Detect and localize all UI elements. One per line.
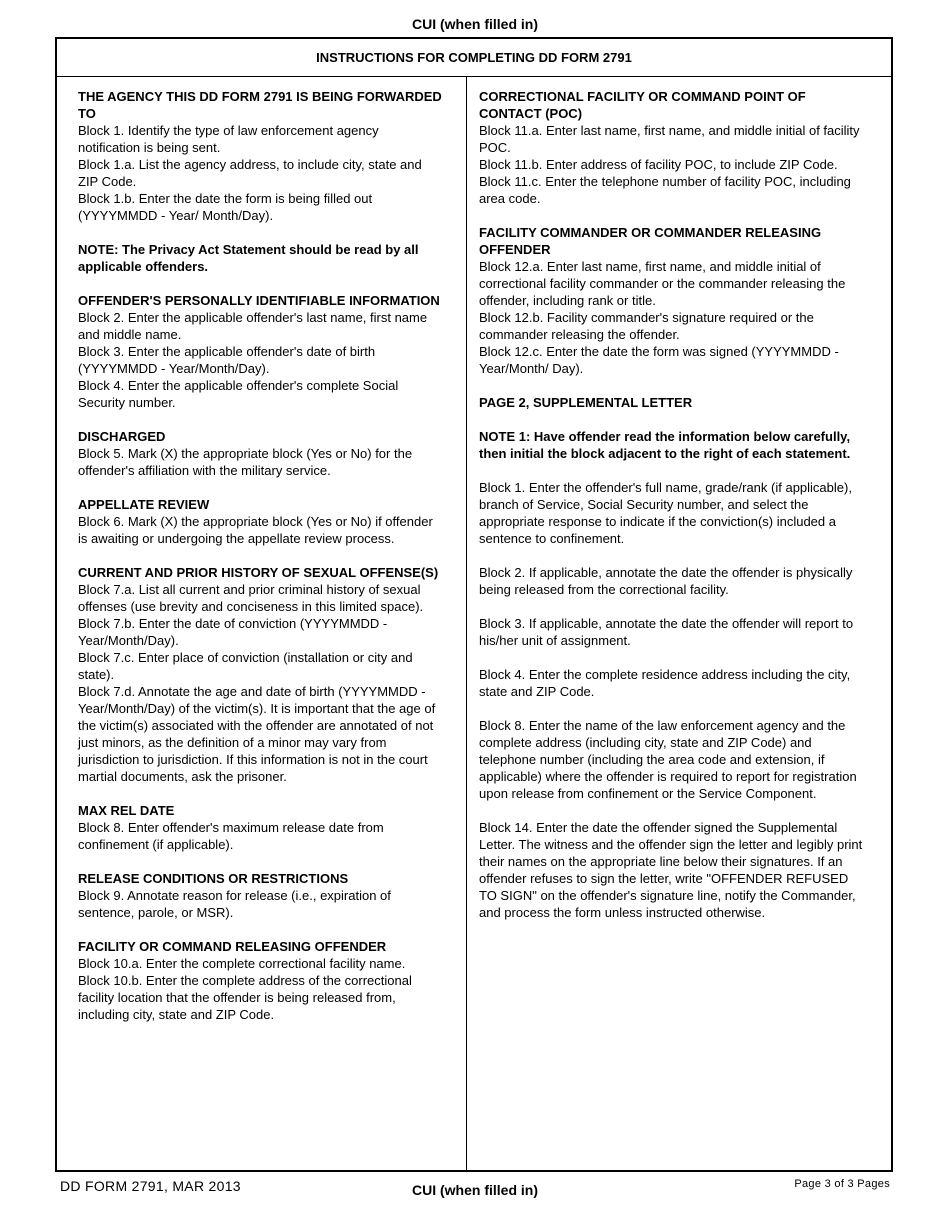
- instruction-line: Block 1.b. Enter the date the form is being filled out (YYYYMMDD - Year/ Month/Day).: [78, 191, 373, 223]
- instruction-section: [479, 479, 863, 547]
- right-column-content: [467, 77, 863, 921]
- instruction-section: [479, 428, 863, 462]
- instruction-line: Block 8. Enter the name of the law enforcement agency and the complete address (including city, state and ZIP Code) and telephone number (including the area code and extension, if applicable) where the offender is required to report for registration upon release from confinement or the Service Component.: [479, 718, 857, 801]
- instruction-line: Block 10.a. Enter the complete correctional facility name.: [78, 956, 406, 971]
- instruction-line: Block 1. Enter the offender's full name, grade/rank (if applicable), branch of Service, Social Security number, and select the appropriate response to indicate if the conviction(s) included a sentence to confinement.: [479, 480, 852, 546]
- right-column: [467, 77, 891, 1170]
- instruction-line: Block 1.a. List the agency address, to include city, state and ZIP Code.: [78, 157, 422, 189]
- instruction-line: Block 14. Enter the date the offender signed the Supplemental Letter. The witness and the offender sign the letter and legibly print their names on the appropriate line below their signatures. If an offender refuses to sign the letter, write "OFFENDER REFUSED TO SIGN" on the offender's signature line, notify the Commander, and process the form unless instructed otherwise.: [479, 820, 863, 920]
- section-heading: MAX REL DATE: [78, 803, 175, 818]
- section-heading: PAGE 2, SUPPLEMENTAL LETTER: [479, 395, 693, 410]
- section-heading: THE AGENCY THIS DD FORM 2791 IS BEING FORWARDED TO: [78, 89, 442, 121]
- instruction-section: [78, 870, 444, 921]
- instruction-line: Block 11.a. Enter last name, first name, and middle initial of facility POC.: [479, 123, 860, 155]
- instruction-line: Block 7.d. Annotate the age and date of birth (YYYYMMDD - Year/Month/Day) of the victim(s). It is important that the age of the victim(s) associated with the offender are annotated of not just minors, as the definition of a minor may vary from jurisdiction to jurisdiction. If this information is not in the court martial documents, ask the prisoner.: [78, 684, 436, 784]
- instruction-section: [479, 717, 863, 802]
- instruction-line: Block 3. Enter the applicable offender's date of birth (YYYYMMDD - Year/Month/Day).: [78, 344, 376, 376]
- section-heading: DISCHARGED: [78, 429, 166, 444]
- instruction-section: [78, 88, 444, 224]
- instruction-line: Block 5. Mark (X) the appropriate block (Yes or No) for the offender's affiliation with the military service.: [78, 446, 413, 478]
- section-heading: FACILITY OR COMMAND RELEASING OFFENDER: [78, 939, 387, 954]
- instruction-section: [479, 819, 863, 921]
- instruction-line: Block 1. Identify the type of law enforcement agency notification is being sent.: [78, 123, 379, 155]
- instruction-section: [479, 224, 863, 377]
- instruction-line: Block 7.a. List all current and prior criminal history of sexual offenses (use brevity and conciseness in this limited space).: [78, 582, 424, 614]
- section-heading: RELEASE CONDITIONS OR RESTRICTIONS: [78, 871, 349, 886]
- instruction-line: Block 11.c. Enter the telephone number of facility POC, including area code.: [479, 174, 851, 206]
- instruction-line: Block 2. Enter the applicable offender's last name, first name and middle name.: [78, 310, 428, 342]
- instruction-line: Block 7.c. Enter place of conviction (installation or city and state).: [78, 650, 413, 682]
- instruction-section: [78, 241, 444, 275]
- section-heading: APPELLATE REVIEW: [78, 497, 210, 512]
- instruction-line: Block 6. Mark (X) the appropriate block (Yes or No) if offender is awaiting or undergoing the appellate review process.: [78, 514, 433, 546]
- instruction-line: Block 12.c. Enter the date the form was signed (YYYYMMDD - Year/Month/ Day).: [479, 344, 839, 376]
- instruction-line: Block 2. If applicable, annotate the date the offender is physically being released from the correctional facility.: [479, 565, 853, 597]
- instruction-section: [78, 802, 444, 853]
- cui-marking-bottom: CUI (when filled in): [412, 1182, 538, 1198]
- instruction-section: [479, 666, 863, 700]
- instruction-line: Block 3. If applicable, annotate the date the offender will report to his/her unit of assignment.: [479, 616, 854, 648]
- instruction-section: [479, 615, 863, 649]
- instruction-section: [78, 496, 444, 547]
- left-column-content: [57, 77, 444, 1023]
- instruction-line: Block 12.b. Facility commander's signature required or the commander releasing the offender.: [479, 310, 814, 342]
- form-header-title: INSTRUCTIONS FOR COMPLETING DD FORM 2791: [57, 39, 891, 77]
- section-heading: NOTE: The Privacy Act Statement should be read by all applicable offenders.: [78, 242, 419, 274]
- section-heading: OFFENDER'S PERSONALLY IDENTIFIABLE INFORMATION: [78, 293, 440, 308]
- section-heading: CORRECTIONAL FACILITY OR COMMAND POINT OF CONTACT (POC): [479, 89, 806, 121]
- page-number: Page 3 of 3 Pages: [794, 1178, 890, 1190]
- cui-marking-top: CUI (when filled in): [412, 16, 538, 32]
- instruction-line: Block 11.b. Enter address of facility POC, to include ZIP Code.: [479, 157, 838, 172]
- instruction-line: Block 10.b. Enter the complete address of the correctional facility location that the offender is being released from, including city, state and ZIP Code.: [78, 973, 412, 1022]
- instruction-line: Block 8. Enter offender's maximum release date from confinement (if applicable).: [78, 820, 384, 852]
- instruction-section: [78, 428, 444, 479]
- instruction-section: [479, 394, 863, 411]
- form-number: DD FORM 2791, MAR 2013: [60, 1178, 241, 1194]
- instruction-line: Block 4. Enter the complete residence address including the city, state and ZIP Code.: [479, 667, 851, 699]
- section-heading: NOTE 1: Have offender read the information below carefully, then initial the block adjacent to the right of each statement.: [479, 429, 851, 461]
- instruction-line: Block 9. Annotate reason for release (i.e., expiration of sentence, parole, or MSR).: [78, 888, 391, 920]
- instruction-section: [479, 88, 863, 207]
- instruction-section: [479, 564, 863, 598]
- section-heading: CURRENT AND PRIOR HISTORY OF SEXUAL OFFENSE(S): [78, 565, 439, 580]
- instruction-section: [78, 564, 444, 785]
- instructions-form: [55, 37, 893, 1172]
- section-heading: FACILITY COMMANDER OR COMMANDER RELEASING OFFENDER: [479, 225, 822, 257]
- instruction-section: [78, 938, 444, 1023]
- instruction-line: Block 4. Enter the applicable offender's complete Social Security number.: [78, 378, 399, 410]
- instruction-section: [78, 292, 444, 411]
- instruction-line: Block 7.b. Enter the date of conviction (YYYYMMDD - Year/Month/Day).: [78, 616, 388, 648]
- instruction-line: Block 12.a. Enter last name, first name, and middle initial of correctional facility commander or the commander releasing the offender, including rank or title.: [479, 259, 846, 308]
- left-column: [57, 77, 467, 1170]
